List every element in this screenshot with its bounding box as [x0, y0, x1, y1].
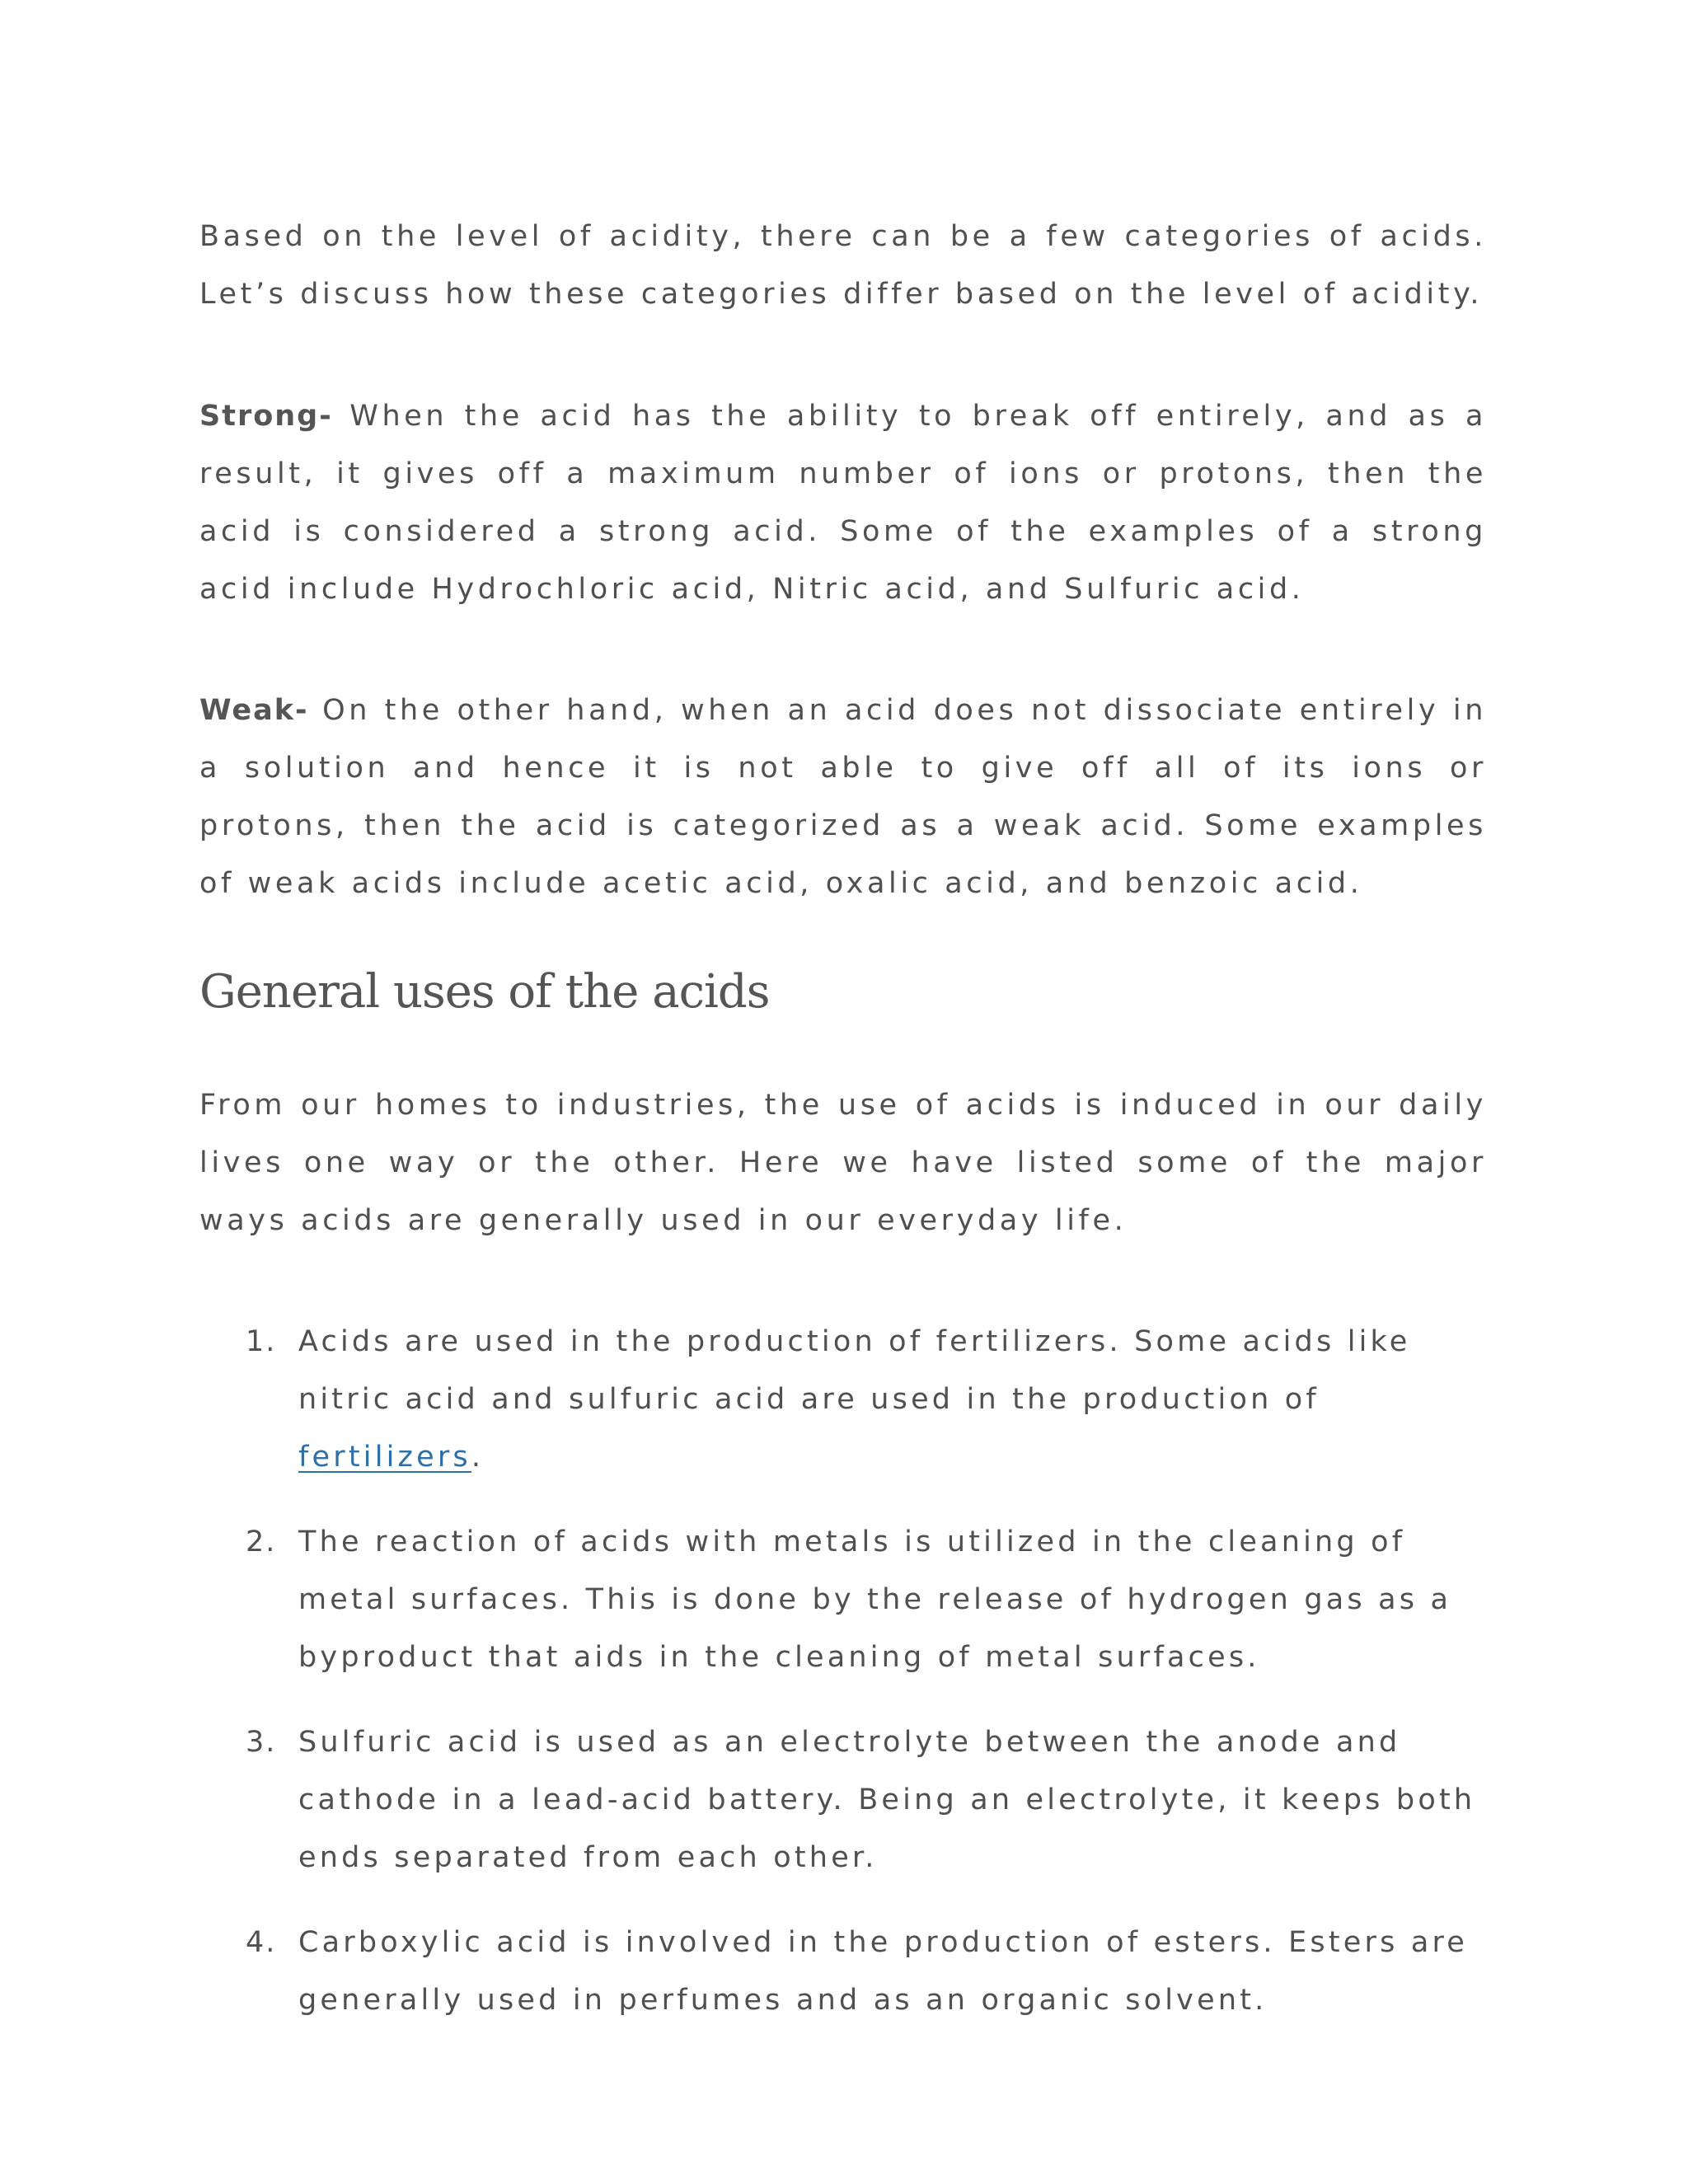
- uses-intro-paragraph: [199, 1076, 1487, 1249]
- list-item-number: 1.: [246, 1325, 277, 1358]
- weak-acid-term: Weak-: [199, 694, 309, 727]
- list-item: [199, 1313, 1487, 1486]
- list-item: [199, 1713, 1487, 1886]
- intro-text: Based on the level of acidity, there can be a few categories of acids. Let’s discuss how these categories differ based on the level of acidity.: [199, 220, 1487, 311]
- strong-acid-paragraph: [199, 387, 1487, 618]
- intro-paragraph: [199, 208, 1487, 323]
- list-item-number: 2.: [246, 1526, 277, 1558]
- uses-section-heading: General uses of the acids: [199, 965, 770, 1019]
- list-item-number: 4.: [246, 1926, 277, 1959]
- list-item-number: 3.: [246, 1726, 277, 1759]
- list-item-body: Acids are used in the production of fertilizers. Some acids like nitric acid and sulfuric acid are used in the production of: [298, 1325, 1411, 1416]
- list-item: [199, 1914, 1487, 2029]
- list-item: [199, 1513, 1487, 1686]
- list-item-period: .: [471, 1441, 485, 1474]
- list-item-text: Sulfuric acid is used as an electrolyte between the anode and cathode in a lead-acid battery. Being an electrolyte, it keeps both ends separated from each other.: [298, 1726, 1476, 1874]
- strong-acid-text: When the acid has the ability to break off entirely, and as a result, it gives off a maximum number of ions or protons, then the acid is considered a strong acid. Some of the examples of a strong acid include Hydrochloric acid, Nitric acid, and Sulfuric acid.: [199, 400, 1487, 606]
- fertilizers-link[interactable]: fertilizers: [298, 1441, 471, 1474]
- strong-acid-term: Strong-: [199, 400, 333, 433]
- uses-intro-text: From our homes to industries, the use of acids is induced in our daily lives one way or the other. Here we have listed some of the major ways acids are generally used in our everyday life.: [199, 1089, 1487, 1237]
- list-item-text: The reaction of acids with metals is utilized in the cleaning of metal surfaces. This is done by the release of hydrogen gas as a byproduct that aids in the cleaning of metal surfaces.: [298, 1526, 1452, 1674]
- uses-list: [199, 1313, 1487, 2056]
- weak-acid-text: On the other hand, when an acid does not dissociate entirely in a solution and hence it is not able to give off all of its ions or protons, then the acid is categorized as a weak acid. Some examples of weak acids include acetic acid, oxalic acid, and benzoic acid.: [199, 694, 1487, 900]
- list-item-text: Carboxylic acid is involved in the production of esters. Esters are generally used in perfumes and as an organic solvent.: [298, 1926, 1469, 2017]
- list-item-text: [298, 1313, 1477, 1486]
- weak-acid-paragraph: [199, 682, 1487, 912]
